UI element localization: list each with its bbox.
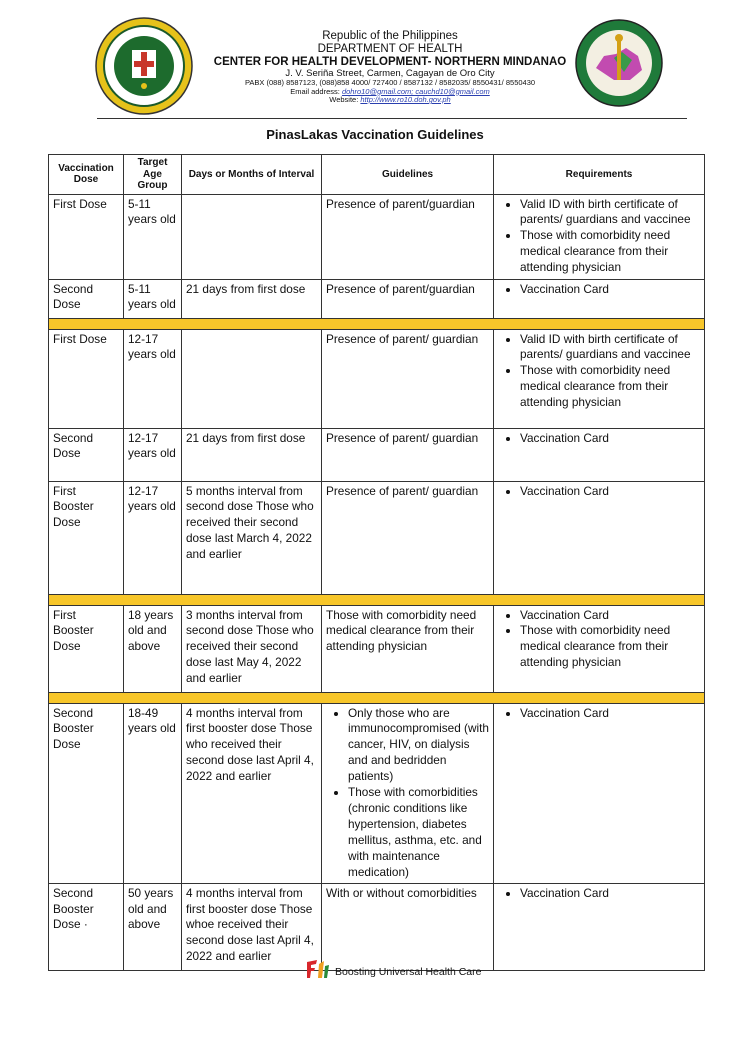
cell-age: 5-11 years old — [124, 194, 182, 279]
center-line: CENTER FOR HEALTH DEVELOPMENT- NORTHERN MINDANAO — [213, 55, 567, 68]
table-row — [49, 703, 705, 883]
website-link[interactable]: http://www.ro10.doh.gov.ph — [360, 95, 451, 105]
cell-guidelines: Presence of parent/ guardian — [322, 428, 494, 481]
list-item: • Only those who are immunocompromised (with cancer, HIV, on dialysis and and bedridden patients) — [348, 706, 489, 786]
cell-dose: Second Dose — [49, 279, 124, 318]
group-separator — [49, 594, 705, 605]
separator-band — [49, 692, 705, 703]
cell-requirements — [494, 605, 705, 692]
guidelines-list — [326, 706, 489, 881]
page-title: PinasLakas Vaccination Guidelines — [266, 127, 484, 142]
cell-guidelines — [322, 703, 494, 883]
list-item: • Those with comorbidities (chronic conditions like hypertension, diabetes mellitus, asthma, etc. and with maintenance medication) — [348, 785, 489, 881]
requirements-list — [498, 484, 700, 500]
col-header-requirements: Requirements — [494, 155, 705, 195]
doh-seal-right — [574, 18, 664, 108]
col-header-age: Target Age Group — [124, 155, 182, 195]
cell-interval — [182, 194, 322, 279]
group-separator — [49, 692, 705, 703]
table-row — [49, 428, 705, 481]
list-item: • Vaccination Card — [520, 282, 700, 298]
cell-interval: 4 months interval from first booster dose Those whoe received their second dose last April 4, 2022 and earlier — [182, 883, 322, 970]
website-label: Website: — [329, 95, 359, 105]
cell-guidelines: Presence of parent/ guardian — [322, 329, 494, 428]
list-item: • Vaccination Card — [520, 706, 700, 722]
guidelines-table — [48, 154, 705, 971]
cell-dose: Second Dose — [49, 428, 124, 481]
table-row — [49, 481, 705, 594]
col-header-interval: Days or Months of Interval — [182, 155, 322, 195]
cell-guidelines: Presence of parent/guardian — [322, 194, 494, 279]
footer — [305, 958, 505, 984]
cell-interval — [182, 329, 322, 428]
cell-interval: 4 months interval from first booster dose Those who received their second dose last April 4, 2022 and earlier — [182, 703, 322, 883]
republic-line: Republic of the Philippines — [322, 30, 458, 42]
table-row — [49, 605, 705, 692]
table-row — [49, 279, 705, 318]
requirements-list — [498, 282, 700, 298]
cell-requirements — [494, 279, 705, 318]
address-line: J. V. Seriña Street, Carmen, Cagayan de Oro City — [285, 67, 495, 79]
requirements-list — [498, 706, 700, 722]
cell-requirements — [494, 703, 705, 883]
list-item: • Vaccination Card — [520, 484, 700, 500]
list-item: • Vaccination Card — [520, 431, 700, 447]
requirements-list — [498, 608, 700, 672]
cell-requirements — [494, 428, 705, 481]
pabx-line: PABX (088) 8587123, (088)858 4000/ 727400 / 8587132 / 8582035/ 8550431/ 8550430 — [244, 78, 536, 88]
cell-requirements — [494, 329, 705, 428]
cell-dose: Second Booster Dose — [49, 703, 124, 883]
f1-logo-icon — [305, 958, 331, 980]
letterhead — [200, 30, 580, 104]
list-item: • Vaccination Card — [520, 608, 700, 624]
cell-dose: First Dose — [49, 194, 124, 279]
cell-guidelines: Presence of parent/guardian — [322, 279, 494, 318]
cell-guidelines: Presence of parent/ guardian — [322, 481, 494, 594]
list-item: • Valid ID with birth certificate of parents/ guardians and vaccinee — [520, 197, 700, 229]
cell-interval: 5 months interval from second dose Those who received their second dose last March 4, 2022 and earlier — [182, 481, 322, 594]
col-header-guidelines: Guidelines — [322, 155, 494, 195]
cell-requirements — [494, 481, 705, 594]
doh-seal-left — [94, 16, 194, 116]
table-body — [49, 194, 705, 970]
requirements-list — [498, 431, 700, 447]
email-link[interactable]: dohro10@gmail.com; cauchd10@gmail.com — [341, 86, 490, 96]
table-row — [49, 194, 705, 279]
cell-guidelines: With or without comorbidities — [322, 883, 494, 970]
list-item: • Those with comorbidity need medical clearance from their attending physician — [520, 623, 700, 671]
col-header-dose: Vaccination Dose — [49, 155, 124, 195]
website-line — [200, 96, 580, 104]
table-row — [49, 329, 705, 428]
cell-dose: Second Booster Dose · — [49, 883, 124, 970]
cell-dose: First Booster Dose — [49, 605, 124, 692]
cell-dose: First Dose — [49, 329, 124, 428]
list-item: • Valid ID with birth certificate of parents/ guardians and vaccinee — [520, 332, 700, 364]
list-item: • Vaccination Card — [520, 886, 700, 902]
header-divider — [97, 118, 687, 119]
cell-interval: 21 days from first dose — [182, 428, 322, 481]
list-item: • Those with comorbidity need medical clearance from their attending physician — [520, 228, 700, 276]
cell-requirements — [494, 194, 705, 279]
requirements-list — [498, 332, 700, 412]
cell-guidelines: Those with comorbidity need medical clearance from their attending physician — [322, 605, 494, 692]
department-line: DEPARTMENT OF HEALTH — [317, 42, 463, 55]
requirements-list — [498, 886, 700, 902]
email-label: Email address: — [290, 86, 340, 96]
cell-interval: 21 days from first dose — [182, 279, 322, 318]
cell-requirements — [494, 883, 705, 970]
list-item: • Those with comorbidity need medical clearance from their attending physician — [520, 363, 700, 411]
cell-age: 5-11 years old — [124, 279, 182, 318]
cell-age: 18-49 years old — [124, 703, 182, 883]
cell-interval: 3 months interval from second dose Those who received their second dose last May 4, 2022 and earlier — [182, 605, 322, 692]
cell-age: 50 years old and above — [124, 883, 182, 970]
group-separator — [49, 318, 705, 329]
cell-age: 12-17 years old — [124, 481, 182, 594]
footer-tagline: Boosting Universal Health Care — [335, 966, 482, 978]
cell-dose: First Booster Dose — [49, 481, 124, 594]
cell-age: 12-17 years old — [124, 329, 182, 428]
cell-age: 12-17 years old — [124, 428, 182, 481]
separator-band — [49, 594, 705, 605]
table-header-row — [49, 155, 705, 195]
cell-age: 18 years old and above — [124, 605, 182, 692]
separator-band — [49, 318, 705, 329]
requirements-list — [498, 197, 700, 277]
